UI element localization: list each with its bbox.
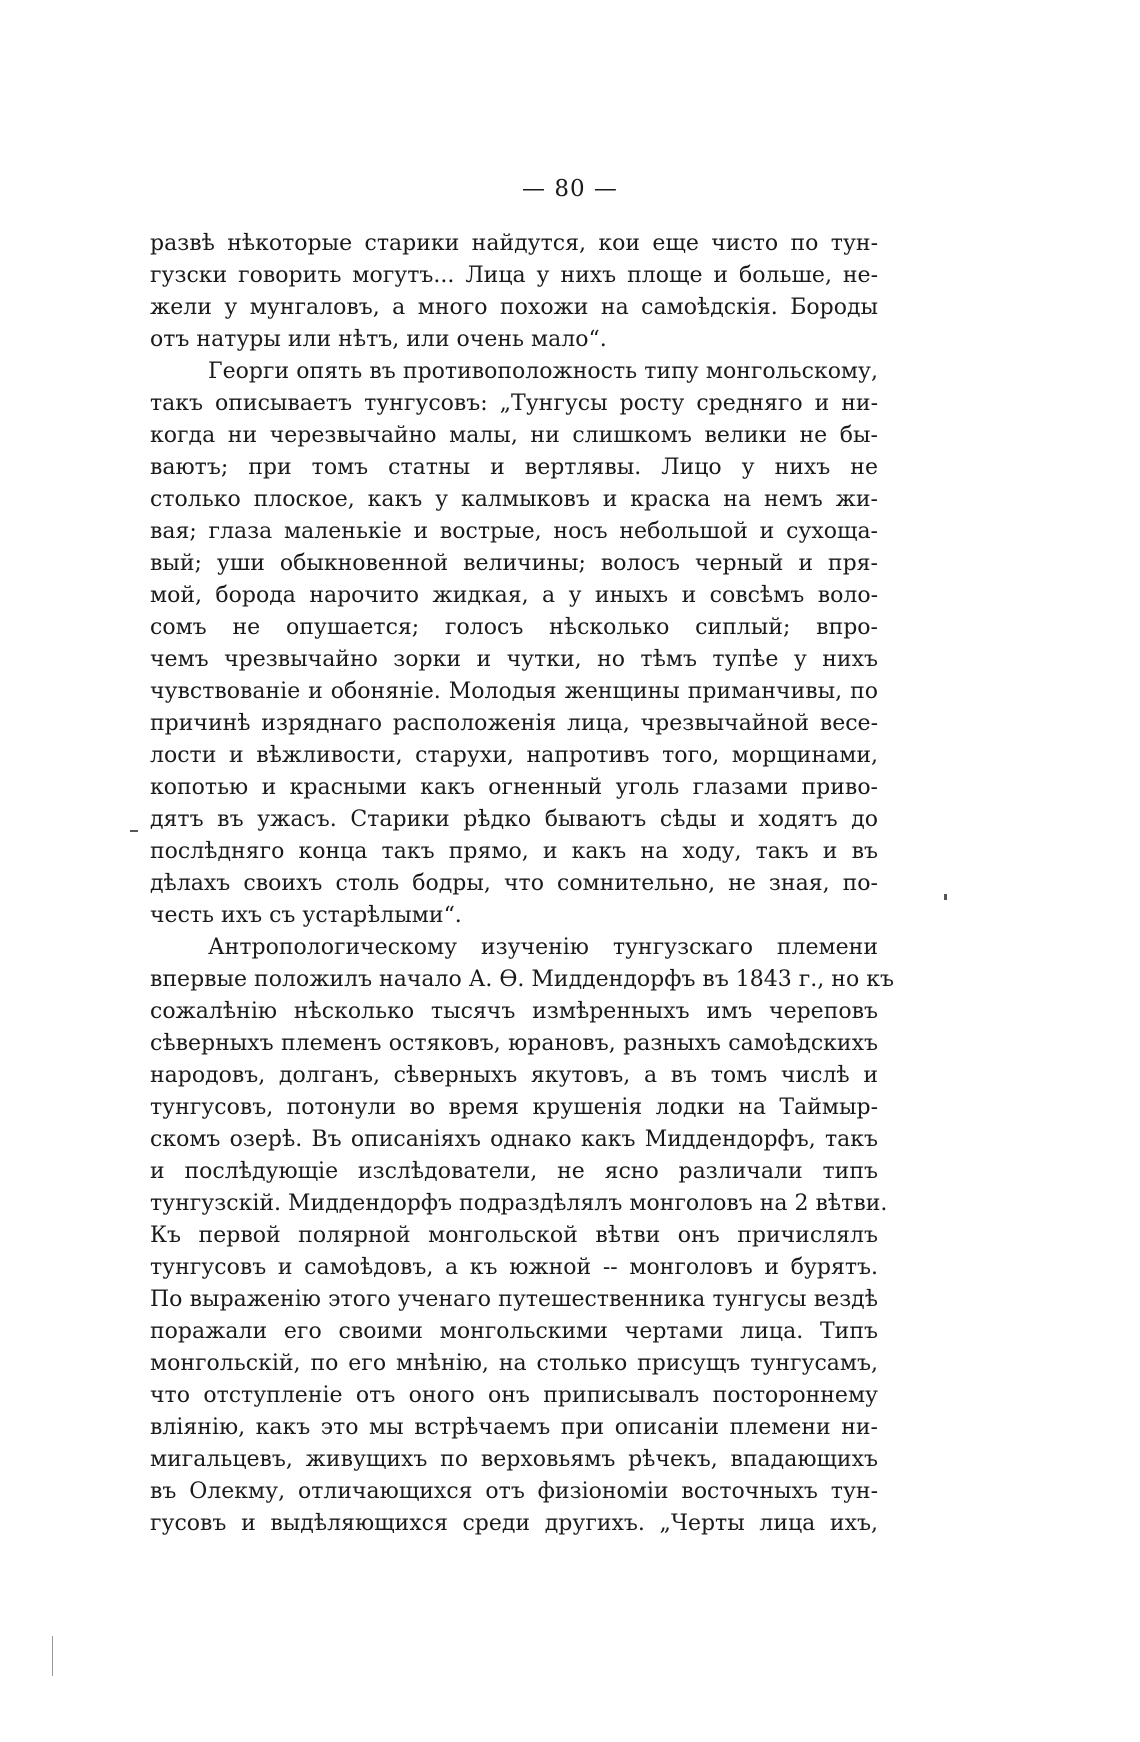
text-line: Антропологическому изученію тунгузскаго племени (208, 935, 878, 960)
text-line: чувствованіе и обоняніе. Молодыя женщины приманчивы, по (150, 679, 878, 704)
text-line: лости и вѣжливости, старухи, напротивъ того, морщинами, (150, 743, 878, 768)
scan-speck (130, 830, 138, 832)
text-line: мигальцевъ, живущихъ по верховьямъ рѣчекъ, впадающихъ (150, 1447, 878, 1472)
text-line: и послѣдующіе изслѣдователи, не ясно различали типъ (150, 1159, 878, 1184)
text-line: развѣ нѣкоторые старики найдутся, кои еще чисто по тун- (150, 231, 878, 256)
text-line: жели у мунгаловъ, а много похожи на самоѣдскія. Бороды (150, 295, 878, 320)
text-line: вый; уши обыкновенной величины; волосъ черный и пря- (150, 551, 878, 576)
page-number: — 80 — (522, 176, 618, 202)
text-line: монгольскій, по его мнѣнію, на столько присущъ тунгусамъ, (150, 1351, 878, 1376)
text-line: тунгусовъ и самоѣдовъ, а къ южной -- монголовъ и бурятъ. (150, 1255, 878, 1280)
text-line: По выраженію этого ученаго путешественника тунгусы вездѣ (150, 1287, 878, 1312)
text-line: въ Олекму, отличающихся отъ физіономіи восточныхъ тун- (150, 1479, 878, 1504)
text-line: честь ихъ съ устарѣлыми“. (150, 903, 462, 928)
text-line: дятъ въ ужасъ. Старики рѣдко бываютъ сѣды и ходятъ до (150, 807, 878, 832)
body-text (150, 228, 894, 1540)
text-line: гусовъ и выдѣляющихся среди другихъ. „Черты лица ихъ, (150, 1511, 878, 1536)
text-line: Къ первой полярной монгольской вѣтви онъ причислялъ (150, 1223, 878, 1248)
text-line: ваютъ; при томъ статны и вертлявы. Лицо у нихъ не (150, 455, 878, 480)
text-line: причинѣ изряднаго расположенія лица, чрезвычайной весе- (150, 711, 878, 736)
text-line: отъ натуры или нѣтъ, или очень мало“. (150, 327, 607, 352)
text-line: мой, борода нарочито жидкая, а у иныхъ и совсѣмъ воло- (150, 583, 878, 608)
text-line: столько плоское, какъ у калмыковъ и краска на немъ жи- (150, 487, 878, 512)
text-line: копотью и красными какъ огненный уголь глазами приво- (150, 775, 878, 800)
text-line: впервые положилъ начало А. Ѳ. Миддендорфъ въ 1843 г., но къ (150, 967, 894, 992)
scan-speck (944, 894, 947, 900)
text-line: вая; глаза маленькіе и вострые, носъ небольшой и сухоща- (150, 519, 878, 544)
text-line: когда ни черезвычайно малы, ни слишкомъ велики не бы- (150, 423, 878, 448)
text-line: послѣдняго конца такъ прямо, и какъ на ходу, такъ и въ (150, 839, 878, 864)
text-line: дѣлахъ своихъ столь бодры, что сомнительно, не зная, по- (150, 871, 878, 896)
text-line: народовъ, долганъ, сѣверныхъ якутовъ, а въ томъ числѣ и (150, 1063, 878, 1088)
text-line: гузски говорить могутъ... Лица у нихъ площе и больше, не- (150, 263, 878, 288)
text-line: сѣверныхъ племенъ остяковъ, юрановъ, разныхъ самоѣдскихъ (150, 1031, 878, 1056)
text-line: такъ описываетъ тунгусовъ: „Тунгусы росту средняго и ни- (150, 391, 878, 416)
text-line: скомъ озерѣ. Въ описаніяхъ однако какъ Миддендорфъ, такъ (150, 1127, 878, 1152)
text-line: сомъ не опушается; голосъ нѣсколько сиплый; впро- (150, 615, 878, 640)
text-line: что отступленіе отъ оного онъ приписывалъ постороннему (150, 1383, 878, 1408)
text-line: тунгусовъ, потонули во время крушенія лодки на Таймыр- (150, 1095, 878, 1120)
scan-speck (52, 1636, 53, 1676)
text-line: сожалѣнію нѣсколько тысячъ измѣренныхъ имъ череповъ (150, 999, 878, 1024)
text-line: Георги опять въ противоположность типу монгольскому, (208, 359, 878, 384)
text-line: чемъ чрезвычайно зорки и чутки, но тѣмъ тупѣе у нихъ (150, 647, 878, 672)
text-line: поражали его своими монгольскими чертами лица. Типъ (150, 1319, 878, 1344)
text-line: тунгузскій. Миддендорфъ подраздѣлялъ монголовъ на 2 вѣтви. (150, 1191, 888, 1216)
text-line: вліянію, какъ это мы встрѣчаемъ при описаніи племени ни- (150, 1415, 878, 1440)
